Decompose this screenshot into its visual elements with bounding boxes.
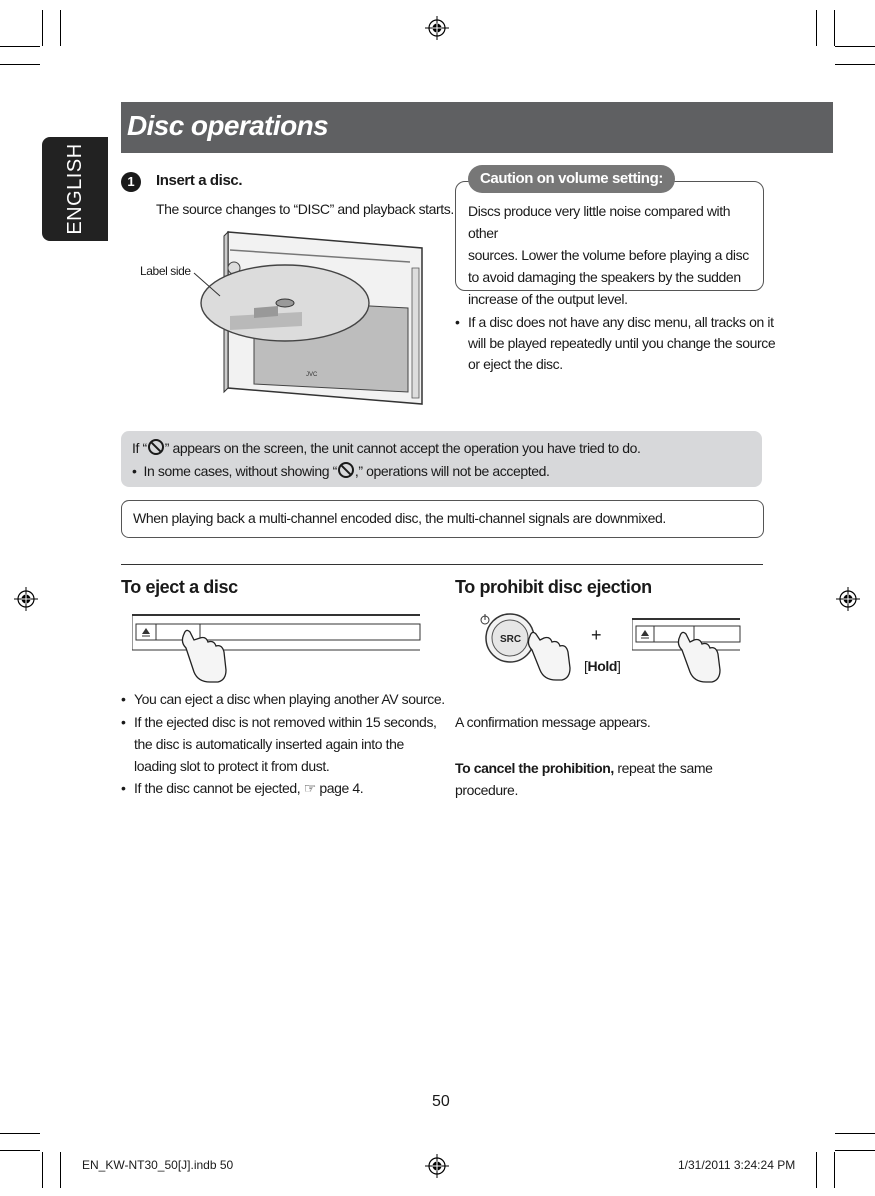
eject-section-title: To eject a disc	[121, 577, 238, 597]
crop-mark	[0, 1133, 40, 1134]
prohibited-icon	[148, 439, 164, 455]
registration-mark-icon	[425, 16, 449, 40]
registration-mark-icon	[425, 1154, 449, 1178]
info-text: ” appears on the screen, the unit cannot accept the operation you have tried to do.	[164, 440, 641, 456]
bullet: •	[455, 314, 460, 330]
eject-icon	[142, 628, 150, 634]
info-text: ,” operations will not be accepted.	[354, 463, 550, 479]
eject-bullet-text: You can eject a disc when playing another AV source.	[134, 691, 445, 707]
caution-line: increase of the output level.	[468, 291, 628, 307]
unit-brand: JVC	[306, 372, 318, 378]
caution-title: Caution on volume setting:	[468, 165, 675, 193]
registration-mark-icon	[14, 587, 38, 611]
footer-timestamp: 1/31/2011 3:24:24 PM	[678, 1158, 796, 1172]
hold-bracket: ]	[617, 658, 621, 674]
crop-mark	[0, 46, 40, 47]
hold-label	[584, 658, 621, 674]
divider	[121, 564, 763, 565]
page-number: 50	[432, 1093, 450, 1110]
disc-menu-note	[455, 312, 778, 375]
language-tab	[42, 137, 108, 241]
info-text: If “	[132, 440, 147, 456]
registration-mark-icon	[836, 587, 860, 611]
src-button-label: SRC	[500, 634, 522, 645]
prohibited-icon	[338, 462, 354, 478]
multichannel-note: When playing back a multi-channel encoded disc, the multi-channel signals are downmixed.	[133, 510, 666, 526]
crop-mark	[835, 1150, 875, 1151]
cancel-prohibition-text	[455, 757, 735, 801]
pointing-hand-icon	[528, 632, 570, 680]
caution-line: sources. Lower the volume before playing a disc	[468, 247, 749, 263]
crop-mark	[816, 10, 817, 46]
eject-bullet: • If the ejected disc is not removed within 15 seconds, the disc is automatically inserted again into the loading slot to protect it from dust.	[121, 714, 437, 774]
language-tab-label: ENGLISH	[63, 143, 86, 235]
eject-bullet: • If the disc cannot be ejected, ☞ page 4.	[121, 780, 364, 796]
crop-mark	[834, 1152, 835, 1188]
info-line	[132, 439, 641, 456]
disc-slot	[200, 624, 420, 640]
crop-mark	[0, 64, 40, 65]
cancel-bold: To cancel the prohibition,	[455, 760, 614, 776]
step-number-badge: 1	[121, 172, 141, 192]
src-button-illustration	[474, 608, 574, 686]
prohibit-section-title: To prohibit disc ejection	[455, 577, 652, 597]
label-side-caption: Label side	[140, 264, 191, 278]
eject-bullet-text: If the ejected disc is not removed within 15 seconds, the disc is automatically inserted again into the loading slot to protect it from dust.	[134, 714, 437, 774]
step-title: Insert a disc.	[156, 172, 243, 189]
caution-line: to avoid damaging the speakers by the sudden	[468, 269, 741, 285]
bullet: •	[132, 463, 137, 479]
page-title: Disc operations	[127, 110, 329, 141]
unit-disc-illustration	[190, 228, 435, 408]
eject-icon	[641, 630, 649, 636]
info-text: In some cases, without showing “	[143, 463, 337, 479]
crop-mark	[42, 10, 43, 46]
crop-mark	[60, 10, 61, 46]
hold-text: Hold	[587, 658, 618, 674]
eject-illustration	[132, 612, 422, 684]
crop-mark	[0, 1150, 40, 1151]
info-line	[132, 462, 549, 479]
section-header	[121, 102, 833, 153]
crop-mark	[835, 46, 875, 47]
eject-bullet-text: If the disc cannot be ejected, ☞ page 4.	[134, 780, 364, 796]
footer-filename: EN_KW-NT30_50[J].indb 50	[82, 1158, 234, 1172]
disc-slot	[694, 626, 740, 642]
confirmation-text: A confirmation message appears.	[455, 714, 651, 730]
caution-line: Discs produce very little noise compared with other	[468, 203, 731, 241]
pointing-hand-icon	[678, 632, 720, 682]
eject-bullet: • You can eject a disc when playing another AV source.	[121, 691, 445, 707]
pointing-hand-icon	[182, 630, 226, 682]
plus-sign: +	[591, 625, 602, 645]
caution-text	[468, 200, 758, 310]
crop-mark	[60, 1152, 61, 1188]
crop-mark	[834, 10, 835, 46]
crop-mark	[42, 1152, 43, 1188]
crop-mark	[835, 64, 875, 65]
crop-mark	[816, 1152, 817, 1188]
disc-menu-note-text: If a disc does not have any disc menu, all tracks on it will be played repeatedly until you change the source or eject the disc.	[468, 314, 776, 372]
crop-mark	[835, 1133, 875, 1134]
cancel-rest: repeat the same procedure.	[455, 760, 713, 798]
eject-illustration	[632, 616, 742, 688]
hold-bracket: [	[584, 658, 588, 674]
step-description: The source changes to “DISC” and playback starts.	[156, 201, 454, 217]
